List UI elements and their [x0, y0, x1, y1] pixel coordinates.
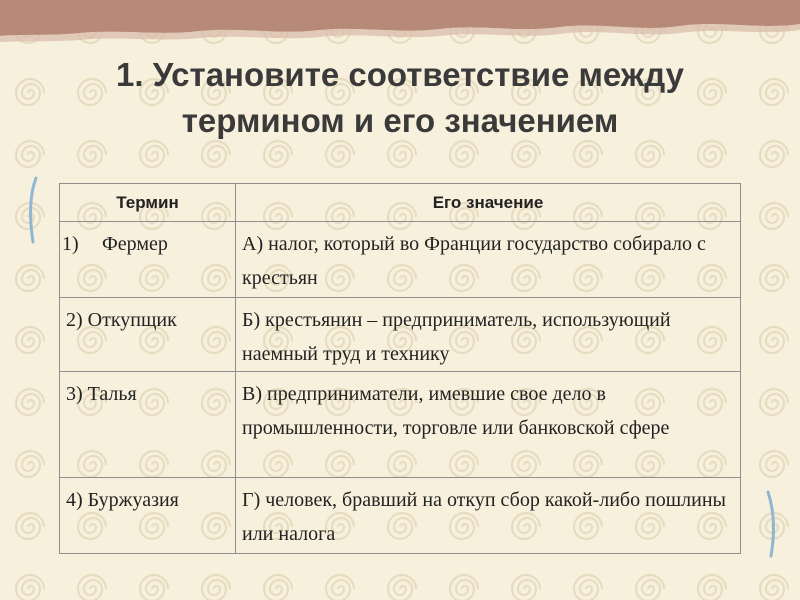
- term-cell: [60, 222, 236, 298]
- meaning-cell: В) предприниматели, имевшие свое дело в промышленности, торговле или банковской сфере: [236, 372, 741, 478]
- header-meaning: Его значение: [236, 184, 741, 222]
- left-bracket-mark: [24, 176, 44, 246]
- meaning-cell: Г) человек, бравший на откуп сбор какой-либо пошлины или налога: [236, 478, 741, 554]
- term-cell: 2) Откупщик: [60, 298, 236, 372]
- right-bracket-mark: [758, 490, 782, 560]
- term-number: 1): [62, 233, 79, 255]
- top-decorative-band: [0, 0, 800, 42]
- title-line-2: термином и его значением: [181, 102, 619, 139]
- table-header-row: [60, 184, 741, 222]
- header-term: Термин: [60, 184, 236, 222]
- meaning-cell: А) налог, который во Франции государство собирало с крестьян: [236, 222, 741, 298]
- title-line-1: 1. Установите соответствие между: [116, 56, 684, 93]
- term-cell: 3) Талья: [60, 372, 236, 478]
- meaning-cell: Б) крестьянин – предприниматель, использующий наемный труд и технику: [236, 298, 741, 372]
- table-row: [60, 222, 741, 298]
- term-word: Фермер: [102, 233, 168, 255]
- table-row: [60, 478, 741, 554]
- terms-table: [59, 183, 741, 554]
- term-cell: 4) Буржуазия: [60, 478, 236, 554]
- table-row: [60, 298, 741, 372]
- slide-title: [0, 52, 800, 144]
- table-row: [60, 372, 741, 478]
